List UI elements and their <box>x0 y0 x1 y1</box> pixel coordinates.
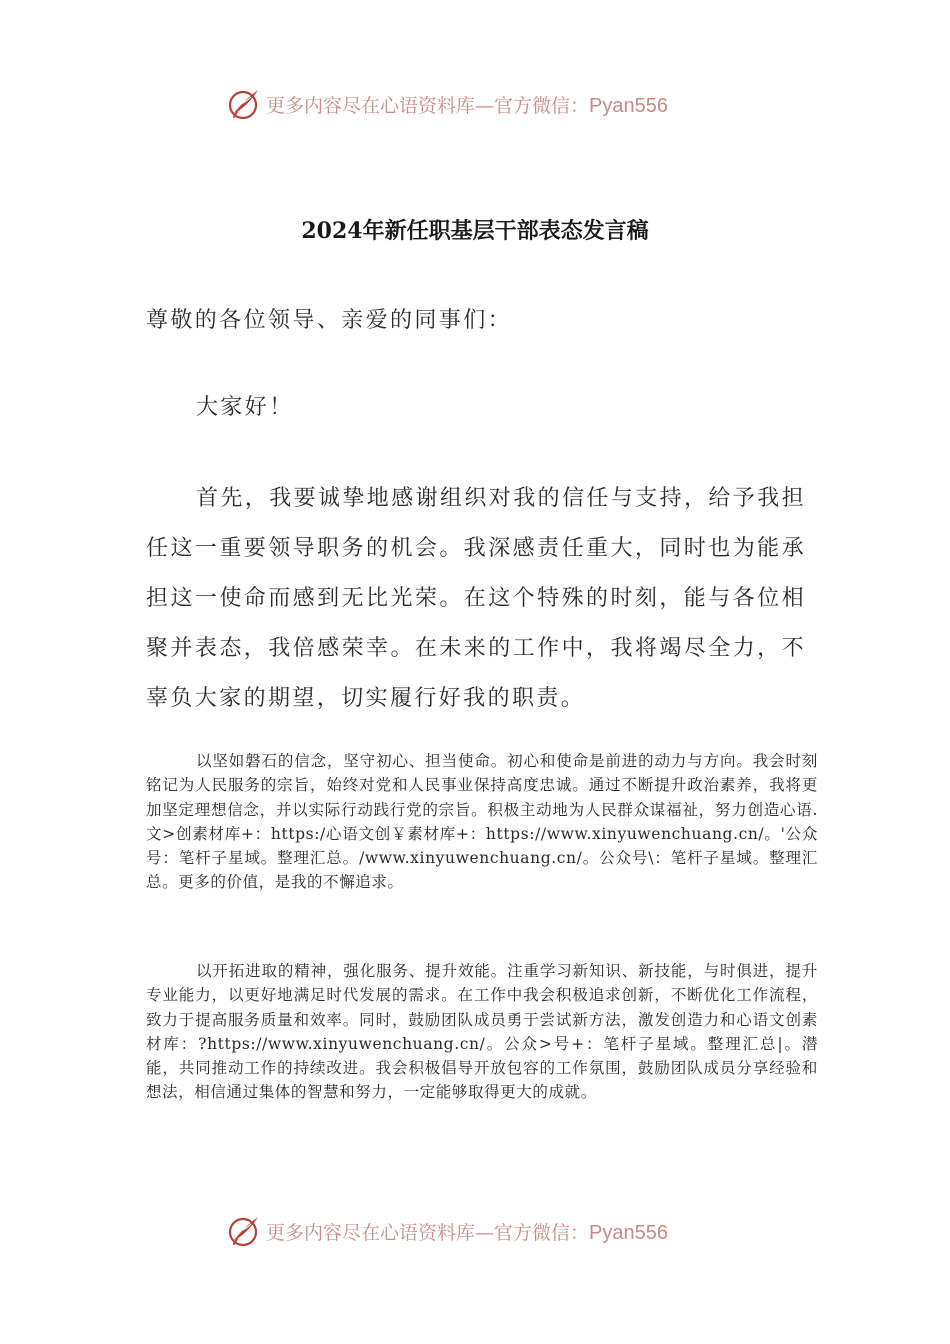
banner-text <box>266 1218 668 1245</box>
paragraph-3: 以开拓进取的精神，强化服务、提升效能。注重学习新知识、新技能，与时俱进，提升专业能力，以更好地满足时代发展的需求。在工作中我会积极追求创新，不断优化工作流程，致力于提高服务质量和效率。同时，鼓励团队成员勇于尝试新方法，激发创造力和心语文创素材库：?https://www.xinyuwenchuang.cn/。公众>号+：笔杆子星域。整理汇总|。潜能，共同推动工作的持续改进。我会积极倡导开放包容的工作氛围，鼓励团队成员分享经验和想法，相信通过集体的智慧和努力，一定能够取得更大的成就。 <box>146 962 818 1102</box>
banner-wechat-id: Pyan556 <box>589 94 668 117</box>
quill-pen-logo-icon <box>226 86 262 122</box>
paragraph-1: 首先，我要诚挚地感谢组织对我的信任与支持，给予我担任这一重要领导职务的机会。我深感责任重大，同时也为能承担这一使命而感到无比光荣。在这个特殊的时刻，能与各位相聚并表态，我倍感荣幸。在未来的工作中，我将竭尽全力，不辜负大家的期望，切实履行好我的职责。 <box>146 486 807 711</box>
header-banner <box>226 85 746 123</box>
greeting: 大家好！ <box>196 395 294 420</box>
banner-wechat-id: Pyan556 <box>589 1221 668 1244</box>
quill-pen-logo-icon <box>226 1213 262 1249</box>
document-title: 2024年新任职基层干部表态发言稿 <box>301 218 649 244</box>
banner-text-cn: 更多内容尽在心语资料库—官方微信： <box>266 1221 590 1244</box>
salutation: 尊敬的各位领导、亲爱的同事们： <box>146 308 513 333</box>
banner-text <box>266 91 668 118</box>
banner-text-cn: 更多内容尽在心语资料库—官方微信： <box>266 94 590 117</box>
footer-banner <box>226 1212 746 1250</box>
paragraph-2: 以坚如磐石的信念，坚守初心、担当使命。初心和使命是前进的动力与方向。我会时刻铭记为人民服务的宗旨，始终对党和人民事业保持高度忠诚。通过不断提升政治素养，我将更加坚定理想信念，并以实际行动践行党的宗旨。积极主动地为人民群众谋福祉，努力创造心语.文>创素材库+：https:/心语文创￥素材库+：https://www.xinyuwenchuang.cn/。'公众号：笔杆子星域。整理汇总。/www.xinyuwenchuang.cn/。公众号\：笔杆子星域。整理汇总。更多的价值，是我的不懈追求。 <box>146 752 818 892</box>
